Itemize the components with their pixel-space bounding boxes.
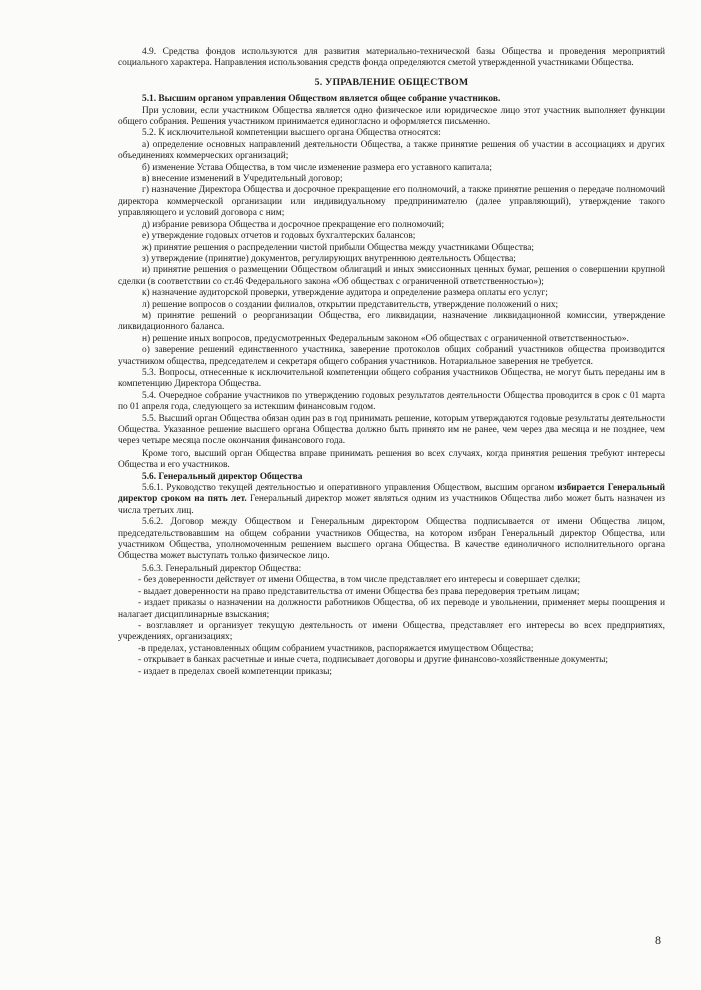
- list-item-5-6-3-7: - издает в пределах своей компетенции приказы;: [138, 666, 332, 677]
- list-item-5-2-z: з) утверждение (принятие) документов, регулирующих внутреннюю деятельность Общества;: [142, 253, 516, 264]
- list-item-5-2-l: л) решение вопросов о создании филиалов, открытии представительств, утверждение положений о них;: [142, 299, 559, 310]
- list-item-5-6-3-6: - открывает в банках расчетные и иные счета, подписывает договоры и другие финансово-хозяйственные документы;: [138, 655, 608, 666]
- paragraph-5-6-1-bold: избирается Генеральный директор сроком на пять лет.: [118, 483, 666, 505]
- list-item-5-2-o: о) заверение решений единственного участника, заверение протоколов общих собраний участников общества производится участником общества, председателем и секретаря общего собрания участников. Нотариальное заверения не требуется.: [118, 345, 665, 367]
- paragraph-5-5-extra: Кроме того, высший орган Общества вправе принимать решения во всех случаях, когда принятия решения требуют интересы Общества и его участников.: [118, 448, 665, 471]
- list-item-5-6-3-5: -в пределах, установленных общим собранием участников, распоряжается имуществом Общества;: [138, 643, 534, 654]
- list-item-5-2-k: к) назначение аудиторской проверки, утверждение аудитора и определение размера оплаты его услуг;: [142, 288, 548, 299]
- paragraph-5-6-1-end: Генеральный директор может являться одним из участников Общества либо может быть назначен из числа третьих лиц.: [118, 494, 665, 516]
- paragraph-5-1-text: При условии, если участником Общества является одно физическое или юридическое лицо этот участник выполняет функции общего собрания. Решения участником принимается единогласно и оформляется письменно.: [118, 105, 665, 128]
- list-item-5-2-e: е) утверждение годовых отчетов и годовых бухгалтерских балансов;: [142, 231, 416, 242]
- paragraph-5-3: 5.3. Вопросы, отнесенные к исключительной компетенции общего собрания участников Общества, не могут быть переданы им в компетенцию Директора Общества.: [118, 367, 665, 390]
- list-item-5-2-m: м) принятие решений о реорганизации Общества, его ликвидации, назначение ликвидационной комиссии, утверждение ликвидационного баланса.: [118, 310, 665, 333]
- list-item-5-6-3-4: - возглавляет и организует текущую деятельность от имени Общества, представляет его интересы во всех предприятиях, учреждениях, организациях;: [118, 620, 665, 643]
- list-item-5-6-3-1: - без доверенности действует от имени Общества, в том числе представляет его интересы и совершает сделки;: [138, 575, 581, 586]
- paragraph-5-4: 5.4. Очередное собрание участников по утверждению годовых результатов деятельности Общества проводится в срок с 01 марта по 01 апреля года, следующего за истекшим финансовым годом.: [118, 390, 665, 413]
- document-body: [118, 47, 665, 678]
- list-item-5-2-v: в) внесение изменений в Учредительный договор;: [142, 174, 343, 185]
- paragraph-5-6-1-start: 5.6.1. Руководство текущей деятельностью и оперативного управления Обществом, высшим органом: [142, 483, 555, 494]
- paragraph-5-1-title: 5.1. Высшим органом управления Обществом является общее собрание участников.: [142, 94, 501, 105]
- list-item-5-2-g: г) назначение Директора Общества и досрочное прекращение его полномочий, а также принятие решения о передаче полномочий директора коммерческой организации или индивидуальному предпринимателю (далее управляющий), утверждение такого управляющего и условий договора с ним;: [118, 185, 665, 219]
- paragraph-5-6-3: 5.6.3. Генеральный директор Общества:: [142, 563, 302, 574]
- list-item-5-6-3-3: - издает приказы о назначении на должности работников Общества, об их переводе и увольнении, применяет меры поощрения и налагает дисциплинарные взыскания;: [118, 598, 665, 620]
- list-item-5-6-3-2: - выдает доверенности на право представительства от имени Общества без права передоверия третьим лицам;: [138, 586, 580, 597]
- paragraph-5-2: 5.2. К исключительной компетенции высшего органа Общества относятся:: [142, 128, 441, 139]
- paragraph-5-6-1: [118, 483, 665, 517]
- paragraph-5-6-2: 5.6.2. Договор между Обществом и Генеральным директором Общества подписывается от имени Общества лицом, председательствовавшим на общем собрании участников Общества, на котором избран Генеральный директор Общества, или участником Общества, уполномоченным решением высшего органа Общества. В качестве единоличного исполнительного органа Общества может выступать только физическое лицо.: [118, 517, 665, 562]
- list-item-5-2-i: и) принятие решения о размещении Обществом облигаций и иных эмиссионных ценных бумаг, решения о совершении крупной сделки (в соответствии со ст.46 Федерального закона «Об обществах с ограниченной ответственностью»);: [118, 265, 665, 287]
- list-item-5-2-zh: ж) принятие решения о распределении чистой прибыли Общества между участниками Общества;: [142, 242, 535, 253]
- paragraph-5-6-title: 5.6. Генеральный директор Общества: [142, 471, 303, 482]
- section-5-heading: 5. УПРАВЛЕНИЕ ОБЩЕСТВОМ: [314, 76, 469, 88]
- list-item-5-2-b: б) изменение Устава Общества, в том числе изменение размера его уставного капитала;: [142, 162, 492, 173]
- paragraph-4-9: 4.9. Средства фондов используются для развития материально-технической базы Общества и проведения мероприятий социального характера. Направления использования средств фонда определяются сметой утвержденной участниками Общества.: [118, 47, 665, 69]
- page-number: 8: [655, 933, 661, 947]
- list-item-5-2-a: а) определение основных направлений деятельности Общества, а также принятие решения об участии в ассоциациях и других объединениях коммерческих организаций;: [118, 139, 665, 162]
- paragraph-5-5: 5.5. Высший орган Общества обязан один раз в год принимать решение, которым утверждаются годовые результаты деятельности Общества. Указанное решение высшего органа Общества должно быть принято им не ранее, чем через два месяца и не позднее, чем через четыре месяца после окончания финансового года.: [118, 413, 665, 447]
- list-item-5-2-d: д) избрание ревизора Общества и досрочное прекращение его полномочий;: [142, 219, 445, 230]
- list-item-5-2-n: н) решение иных вопросов, предусмотренных Федеральным законом «Об обществах с ограниченной ответственностью».: [142, 333, 629, 344]
